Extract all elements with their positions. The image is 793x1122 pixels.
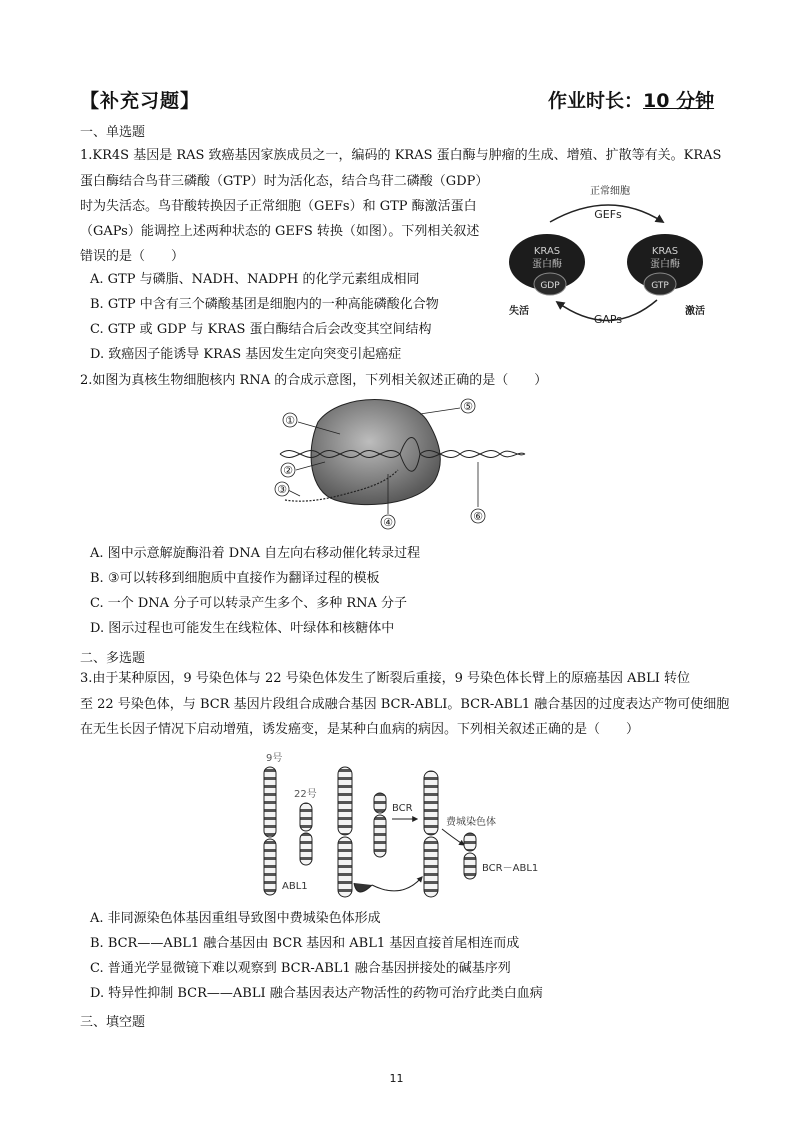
abl1-label: ABL1: [282, 881, 308, 892]
q3-line-3: 在无生长因子情况下启动增殖，诱发癌变，是某种白血病的病因。下列相关叙述正确的是（ ）: [80, 722, 640, 737]
q1-option-c: C. GTP 或 GDP 与 KRAS 蛋白酶结合后会改变其空间结构: [90, 322, 432, 337]
q1-option-a: A. GTP 与磷脂、NADH、NADPH 的化学元素组成相同: [90, 272, 420, 287]
inactive-label: 失活: [509, 306, 529, 317]
section-single-choice: 一、单选题: [80, 125, 146, 140]
der22-upper: [424, 771, 438, 835]
chr9-label: 9号: [266, 753, 283, 764]
active-label: 激活: [685, 306, 705, 317]
gdp-label: GDP: [540, 281, 560, 291]
label-4: ④: [383, 516, 393, 529]
philadelphia-label: 费城染色体: [446, 817, 496, 828]
der9-lower: [338, 837, 352, 897]
q2-option-c: C. 一个 DNA 分子可以转录产生多个、多种 RNA 分子: [90, 596, 408, 611]
q3-option-a: A. 非同源染色体基因重组导致图中费城染色体形成: [90, 911, 381, 926]
chr22-label: 22号: [294, 789, 317, 800]
philadelphia-arrow: [442, 829, 464, 845]
chr22-lower: [300, 833, 312, 865]
der9-upper: [338, 767, 352, 835]
q1-line-1: 1.KR4S 基因是 RAS 致癌基因家族成员之一，编码的 KRAS 蛋白酶与肿瘤的生成、增殖、扩散等有关。KRAS: [80, 148, 722, 163]
der22-lower: [424, 837, 438, 897]
label-2: ②: [283, 464, 293, 477]
q1-option-b: B. GTP 中含有三个磷酸基团是细胞内的一种高能磷酸化合物: [90, 297, 439, 312]
q1-line-5: 错误的是（ ）: [80, 249, 185, 264]
q2-option-a: A. 图中示意解旋酶沿着 DNA 自左向右移动催化转录过程: [90, 546, 421, 561]
q2-stem: 2.如图为真核生物细胞核内 RNA 的合成示意图，下列相关叙述正确的是（ ）: [80, 373, 548, 388]
chr9-upper: [264, 767, 276, 837]
kras-active-label-1: KRAS: [651, 246, 679, 257]
duration-line: [548, 86, 714, 113]
chr22-upper: [300, 803, 312, 831]
bcr-fragment-upper: [374, 793, 386, 813]
q3-option-b: B. BCR——ABL1 融合基因由 BCR 基因和 ABL1 基因直接首尾相连而成: [90, 936, 520, 951]
q1-option-d: D. 致癌因子能诱导 KRAS 基因发生定向突变引起癌症: [90, 347, 402, 362]
abl1-fragment: [354, 883, 372, 892]
label-3: ③: [277, 483, 287, 496]
page-number: 11: [389, 1072, 404, 1085]
q2-option-d: D. 图示过程也可能发生在线粒体、叶绿体和核糖体中: [90, 621, 395, 636]
kras-active-label-2: 蛋白酶: [650, 259, 680, 270]
duration-value: 10 分钟: [643, 90, 715, 112]
section-fill-in: 三、填空题: [80, 1015, 146, 1030]
q3-option-c: C. 普通光学显微镜下难以观察到 BCR-ABL1 融合基因拼接处的碱基序列: [90, 961, 511, 976]
gefs-label: GEFs: [594, 208, 622, 221]
q1-line-4: （GAPs）能调控上述两种状态的 GEFS 转换（如图）。下列相关叙述: [80, 224, 480, 239]
gtp-label: GTP: [651, 281, 669, 291]
fusion-label: BCR－ABL1: [482, 863, 539, 874]
label-5: ⑤: [463, 400, 473, 413]
q3-line-1: 3.由于某种原因，9 号染色体与 22 号染色体发生了断裂后重接，9 号染色体长臂上的原癌基因 ABLI 转位: [80, 671, 690, 686]
gaps-label: GAPs: [593, 313, 623, 326]
q2-option-b: B. ③可以转移到细胞质中直接作为翻译过程的模板: [90, 571, 380, 586]
fusion-lower: [464, 853, 476, 879]
q3-line-2: 至 22 号染色体，与 BCR 基因片段组合成融合基因 BCR-ABLI。BCR-ABL1 融合基因的过度表达产物可使细胞: [80, 697, 730, 712]
label-6: ⑥: [473, 510, 483, 523]
label-1: ①: [285, 414, 295, 427]
kras-inactive-label-2: 蛋白酶: [532, 259, 562, 270]
q1-line-2: 蛋白酶结合鸟苷三磷酸（GTP）时为活化态，结合鸟苷二磷酸（GDP）: [80, 174, 489, 189]
bcr-label: BCR: [392, 803, 413, 814]
chr9-lower: [264, 839, 276, 895]
kras-inactive-label-1: KRAS: [533, 246, 561, 257]
transcription-figure: [270, 392, 530, 540]
exercise-title: 【补充习题】: [80, 90, 201, 112]
section-multi-choice: 二、多选题: [80, 651, 146, 666]
duration-label: 作业时长：: [548, 90, 644, 112]
chromosome-figure: [252, 745, 552, 903]
kras-cycle-figure: [505, 180, 715, 330]
q3-option-d: D. 特异性抑制 BCR——ABLI 融合基因表达产物活性的药物可治疗此类白血病: [90, 986, 543, 1001]
bcr-fragment-lower: [374, 815, 386, 857]
q1-line-3: 时为失活态。鸟苷酸转换因子正常细胞（GEFs）和 GTP 酶激活蛋白: [80, 199, 477, 214]
abl1-arrow: [372, 877, 422, 891]
normal-cell-label: 正常细胞: [590, 186, 630, 197]
fusion-upper: [464, 833, 476, 851]
